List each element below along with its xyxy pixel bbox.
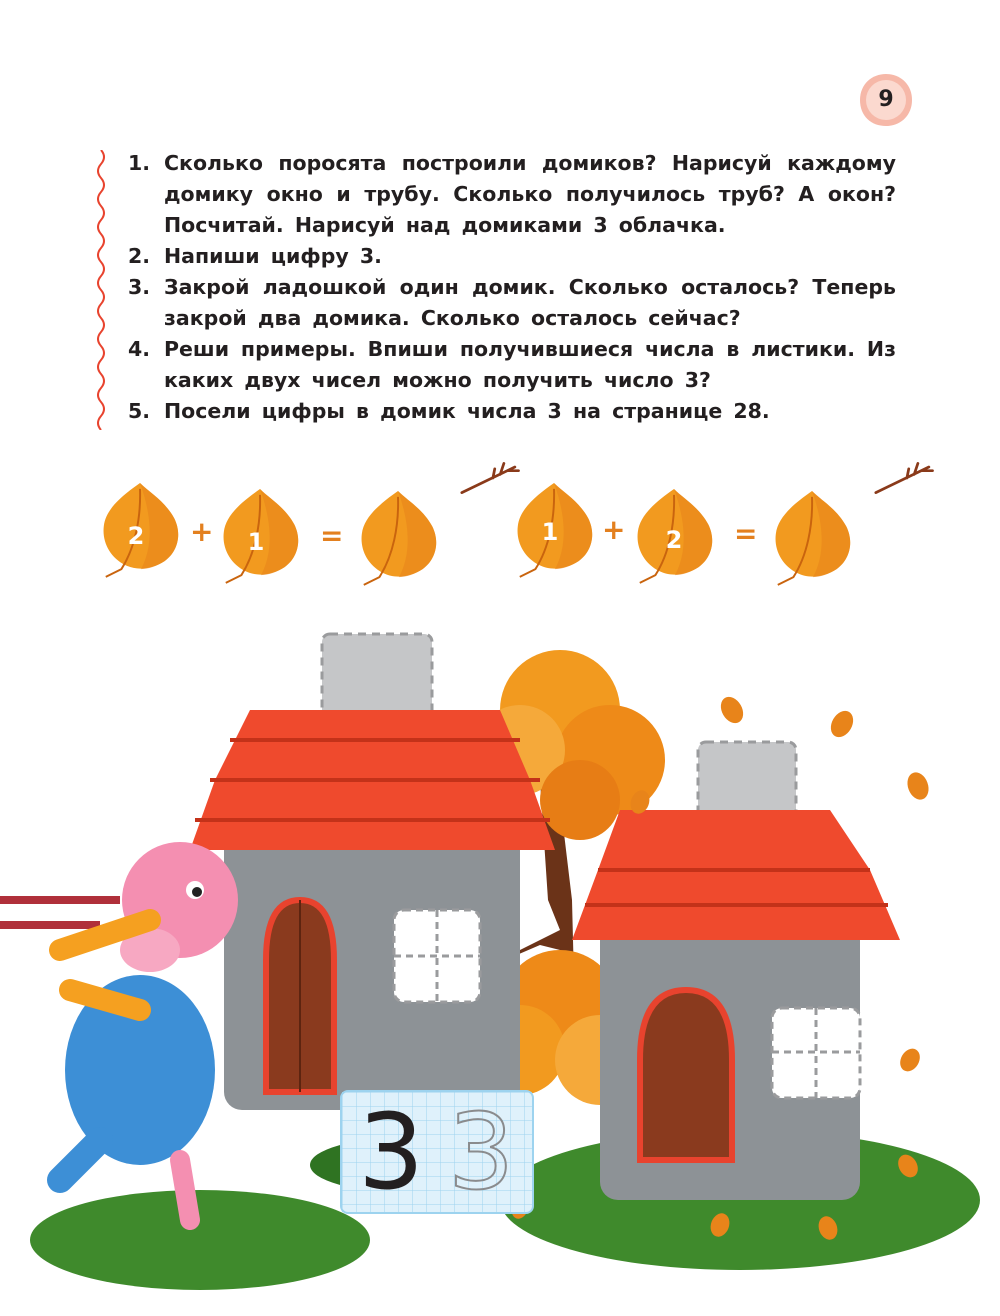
equals-sign: = [320,519,344,552]
equation-1 [96,478,456,588]
traceable-digit[interactable]: 3 [448,1091,515,1213]
house-2 [572,742,900,1200]
grass-patch [30,1190,370,1290]
plus-sign: + [602,513,626,546]
leaf-number: 1 [541,518,559,546]
task-number: 4. [128,337,151,361]
page-number: 9 [878,87,894,112]
sample-digit: 3 [358,1091,425,1213]
task-text: Закрой ладошкой один домик. Сколько осталось? Теперь закрой два домика. Сколько осталось сейчас? [164,275,896,330]
task-text: Посели цифры в домик числа 3 на странице 28. [164,399,770,423]
answer-leaf-icon[interactable] [354,486,442,586]
wavy-margin-line [92,150,110,430]
task-number: 3. [128,275,151,299]
leaf-number: 2 [665,526,683,554]
leaf-number: 2 [127,522,145,550]
task-number: 2. [128,244,151,268]
task-number: 5. [128,399,151,423]
plus-sign: + [190,515,214,548]
task-text: Сколько поросята построили домиков? Нарисуй каждому домику окно и трубу. Сколько получилось труб? А окон? Посчитай. Нарисуй над домиками 3 облачка. [164,151,896,237]
equation-2 [510,478,870,588]
task-list [128,148,896,427]
twig-icon [874,458,938,498]
digit-tracing-card[interactable] [340,1090,534,1214]
task-item [128,148,896,241]
task-item [128,241,896,272]
task-text: Напиши цифру 3. [164,244,382,268]
pig-character [0,842,238,1220]
task-item [128,334,896,396]
task-item [128,272,896,334]
task-text: Реши примеры. Впиши получившиеся числа в листики. Из каких двух чисел можно получить число 3? [164,337,896,392]
answer-leaf-icon[interactable] [768,486,856,586]
task-number: 1. [128,151,151,175]
leaf-number: 1 [247,528,265,556]
task-item [128,396,896,427]
equals-sign: = [734,517,758,550]
page-number-badge [856,70,916,130]
